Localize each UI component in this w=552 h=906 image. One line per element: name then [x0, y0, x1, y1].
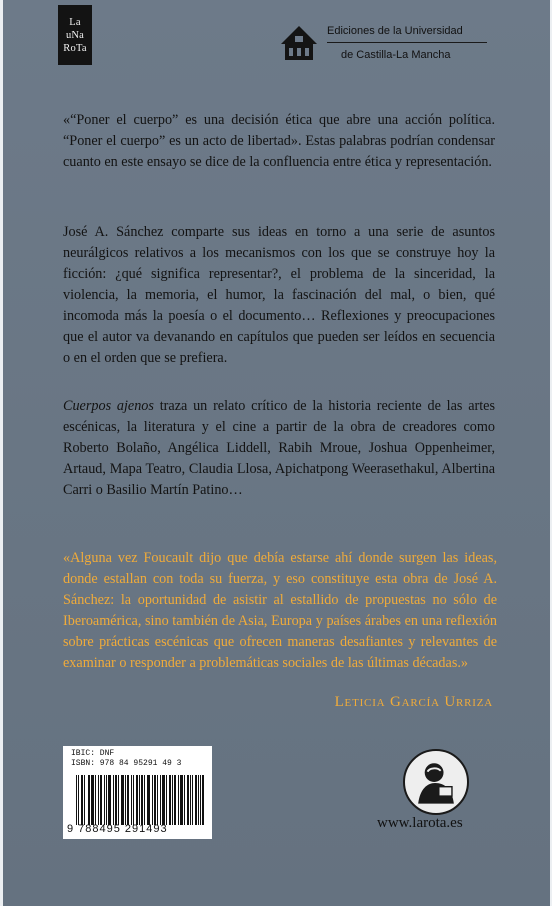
barcode-bar [101, 775, 102, 825]
blurb-paragraph-2: José A. Sánchez comparte sus ideas en torno a una serie de asuntos neurálgicos relativos a los mecanismos con los que se construye hoy la ficción: ¿qué significa representar?, el problema de la sinceridad, la violencia, la memoria, el humor, la fascinación del mal, o bien, qué incomoda más la poesía o el documento… Reflexiones y preocupaciones que el autor va devanando en capítulos que pueden ser leídos en secuencia o en el orden que se prefiera. [63, 224, 495, 366]
barcode-bar [141, 775, 142, 825]
barcode [63, 746, 212, 839]
rota-logo-line: RoTa [63, 42, 87, 54]
barcode-bar [125, 775, 126, 825]
rota-logo-line: uNa [65, 29, 85, 41]
barcode-bar [174, 775, 175, 825]
la-una-rota-logo [58, 5, 92, 65]
ibic-code: IBIC: DNF [71, 749, 115, 758]
barcode-bar [139, 775, 140, 825]
castle-logo-icon [279, 24, 319, 62]
barcode-bar [178, 775, 179, 825]
barcode-bar [157, 775, 158, 825]
barcode-bar [190, 775, 191, 825]
barcode-bar [192, 775, 193, 825]
barcode-bar [142, 775, 143, 825]
barcode-bar [128, 775, 129, 825]
book-title: Cuerpos ajenos [63, 398, 154, 414]
barcode-bar [149, 775, 150, 825]
barcode-bar [131, 775, 132, 825]
barcode-bar [148, 775, 149, 825]
barcode-bar [188, 775, 189, 825]
barcode-bar [202, 775, 203, 825]
barcode-bars [76, 775, 204, 825]
barcode-bar [81, 775, 82, 825]
barcode-bar [195, 775, 196, 825]
barcode-bar [170, 775, 171, 825]
barcode-bar [127, 775, 128, 825]
barcode-bar [152, 775, 153, 825]
barcode-bar [100, 775, 101, 825]
barcode-bar [78, 775, 79, 825]
barcode-bar [115, 775, 116, 825]
barcode-bar [123, 775, 124, 825]
barcode-bar [203, 775, 204, 825]
barcode-bar [136, 775, 137, 825]
university-line-2: de Castilla-La Mancha [341, 49, 451, 61]
barcode-bar [118, 775, 119, 825]
barcode-bar [155, 775, 156, 825]
barcode-bar [110, 775, 111, 825]
barcode-bar [163, 775, 164, 825]
barcode-bar [187, 775, 188, 825]
back-cover [3, 0, 550, 906]
barcode-bar [133, 775, 134, 825]
barcode-bar [160, 775, 161, 825]
rota-emblem-icon [403, 749, 469, 815]
university-line-1: Ediciones de la Universidad [327, 25, 487, 43]
blurb-paragraph-1: «“Poner el cuerpo” es una decisión ética que abre una acción política. “Poner el cuerpo” es un acto de libertad». Estas palabras podrían condensar cuanto en este ensayo se dice de la confluencia entre ética y representación. [63, 112, 495, 170]
barcode-bar [104, 775, 105, 825]
barcode-bar [137, 775, 138, 825]
barcode-bar [106, 775, 107, 825]
barcode-bar [175, 775, 176, 825]
barcode-bar [181, 775, 182, 825]
quote-author: Leticia García Urriza [334, 694, 493, 710]
barcode-bar [144, 775, 145, 825]
blurb-paragraph-3 [63, 396, 495, 501]
barcode-bar [89, 775, 90, 825]
review-quote: «Alguna vez Foucault dijo que debía estarse ahí donde surgen las ideas, donde estallan con toda su fuerza, y eso constituye esta obra de José A. Sánchez: la oportunidad de asistir al estallido de propuestas no sólo de Iberoamérica, sino también de Asia, Europa y países árabes en una reflexión sobre prácticas escénicas que ofrecen maneras desafiantes y relevantes de examinar o responder a problemáticas sociales de las últimas décadas.» [63, 550, 497, 671]
barcode-bar [184, 775, 185, 825]
barcode-bar [169, 775, 170, 825]
barcode-bar [147, 775, 148, 825]
barcode-bar [76, 775, 77, 825]
barcode-bar [198, 775, 199, 825]
barcode-bar [200, 775, 201, 825]
barcode-bar [95, 775, 96, 825]
barcode-bar [91, 775, 92, 825]
barcode-bar [82, 775, 83, 825]
barcode-bar [98, 775, 99, 825]
barcode-bar [121, 775, 122, 825]
barcode-bar [109, 775, 110, 825]
barcode-bar [113, 775, 114, 825]
barcode-bar [88, 775, 89, 825]
barcode-bar [92, 775, 93, 825]
barcode-bar [180, 775, 181, 825]
blurb-paragraph-3-text: traza un relato crítico de la historia reciente de las artes escénicas, la literatura y el cine a partir de la obra de creadores como Roberto Bolaño, Angélica Liddell, Rabih Mroue, Joshua Oppenheimer, Artaud, Mapa Teatro, Claudia Llosa, Apichatpong Weerasethakul, Albertina Carri o Basilio Martín Patino… [63, 398, 496, 498]
website-url: www.larota.es [377, 815, 463, 831]
barcode-bar [166, 775, 167, 825]
barcode-bar [93, 775, 94, 825]
barcode-bar [164, 775, 165, 825]
barcode-bar [122, 775, 123, 825]
barcode-bar [182, 775, 183, 825]
barcode-bar [84, 775, 85, 825]
barcode-number: 9 788495 291493 [67, 823, 168, 835]
barcode-bar [172, 775, 173, 825]
barcode-bar [116, 775, 117, 825]
barcode-bar [162, 775, 163, 825]
barcode-bar [108, 775, 109, 825]
rota-logo-line: La [69, 16, 81, 28]
university-publisher [327, 25, 487, 61]
barcode-bar [154, 775, 155, 825]
isbn-code: ISBN: 978 84 95291 49 3 [71, 759, 182, 768]
barcode-bar [196, 775, 197, 825]
